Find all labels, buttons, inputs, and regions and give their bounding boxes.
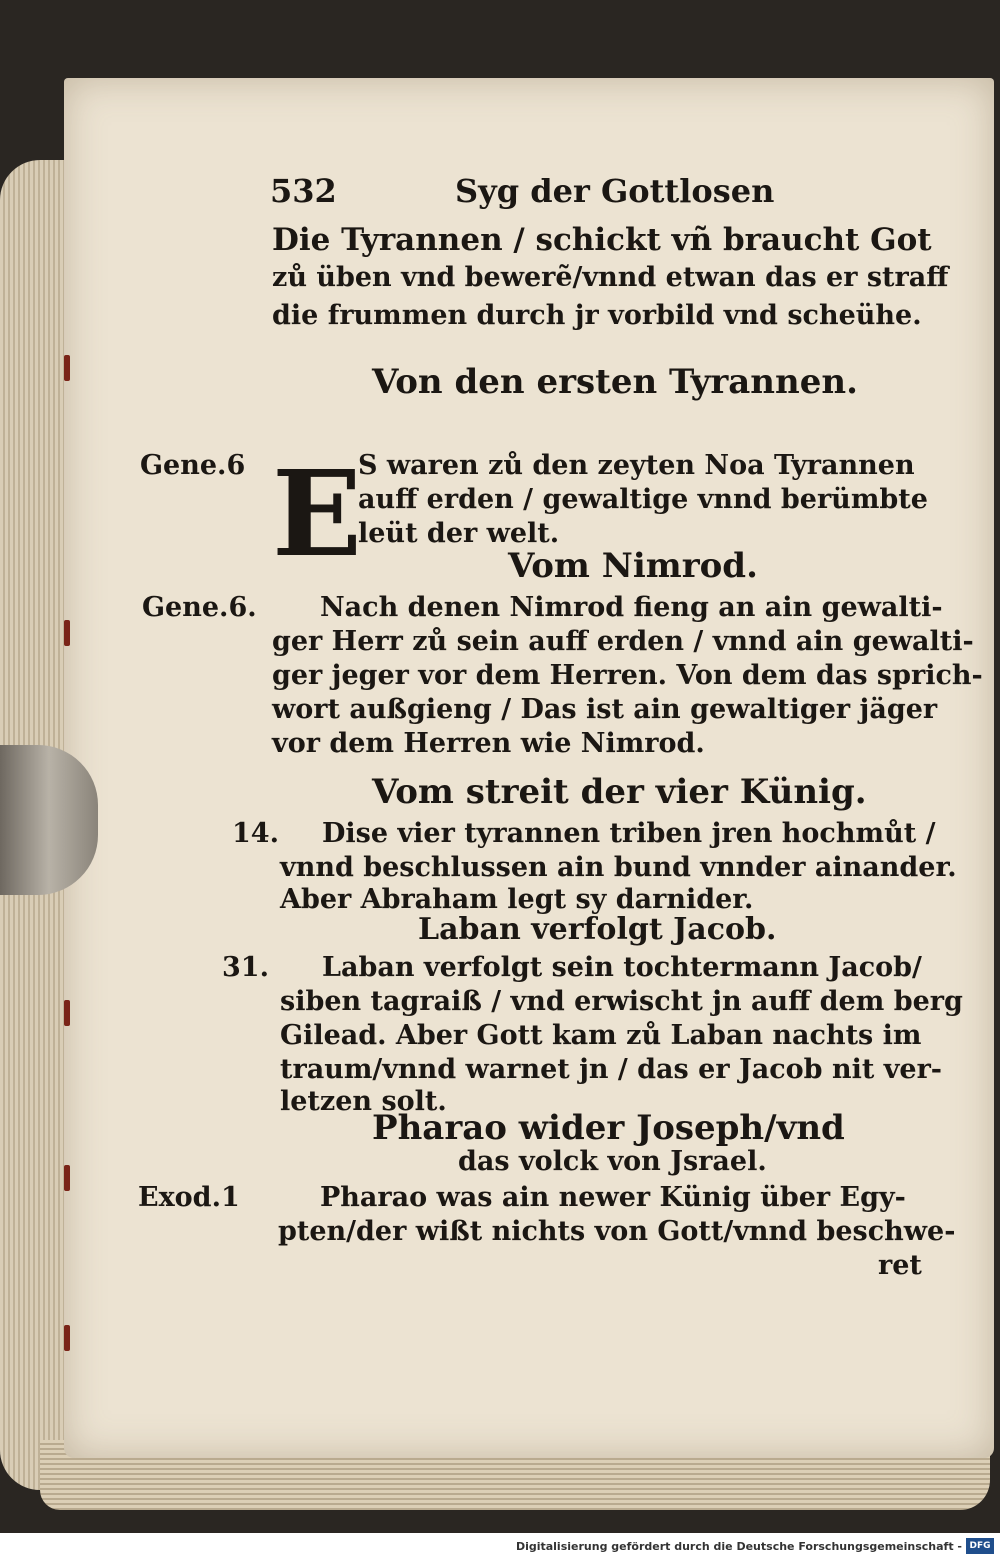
body-line: siben tagraiß / vnd erwischt jn auff dem berg: [280, 986, 963, 1017]
body-line: Laban verfolgt sein tochtermann Jacob/: [322, 952, 922, 983]
section-heading: Von den ersten Tyrannen.: [372, 362, 858, 402]
section-heading: Vom Nimrod.: [508, 546, 758, 586]
intro-line: Die Tyrannen / schickt vñ braucht Got: [272, 222, 932, 258]
dfg-logo-icon: DFG: [966, 1538, 994, 1554]
margin-note: Exod.1: [138, 1182, 240, 1213]
margin-note: 14.: [232, 818, 279, 849]
footer-bar: [0, 1533, 1000, 1563]
body-line: wort außgieng / Das ist ain gewaltiger jäger: [272, 694, 938, 725]
bookmark-tab: [64, 1165, 70, 1191]
body-line: leüt der welt.: [358, 518, 560, 549]
bookmark-tab: [64, 355, 70, 381]
body-line: Nach denen Nimrod fieng an ain gewalti-: [320, 592, 943, 623]
running-title: Syg der Gottlosen: [455, 172, 775, 210]
body-line: ger Herr zů sein auff erden / vnnd ain gewalti-: [272, 626, 974, 657]
body-line: vor dem Herren wie Nimrod.: [272, 728, 705, 759]
body-line: Pharao was ain newer Künig über Egy-: [320, 1182, 906, 1213]
footer-credit: Digitalisierung gefördert durch die Deutsche Forschungsgemeinschaft -: [515, 1540, 962, 1553]
bookmark-tab: [64, 620, 70, 646]
body-line: Aber Abraham legt sy darnider.: [280, 884, 754, 915]
margin-note: Gene.6: [140, 450, 246, 481]
section-heading: Pharao wider Joseph/vnd: [372, 1108, 845, 1148]
body-line: vnnd beschlussen ain bund vnnder ainander.: [280, 852, 957, 883]
intro-line: zů üben vnd bewerẽ/vnnd etwan das er straff: [272, 262, 949, 293]
catchword: ret: [878, 1250, 922, 1281]
body-line: traum/vnnd warnet jn / das er Jacob nit ver-: [280, 1054, 943, 1085]
body-line: Dise vier tyrannen triben jren hochmůt /: [322, 818, 936, 849]
intro-line: die frummen durch jr vorbild vnd scheühe.: [272, 300, 922, 331]
bookmark-tab: [64, 1000, 70, 1026]
body-line: S waren zů den zeyten Noa Tyrannen: [358, 450, 915, 481]
margin-note: Gene.6.: [142, 592, 257, 623]
body-line: letzen solt.: [280, 1086, 447, 1117]
section-heading: Vom streit der vier Künig.: [372, 772, 867, 812]
body-line: auff erden / gewaltige vnnd berümbte: [358, 484, 928, 515]
page-number: 532: [270, 172, 337, 210]
bookmark-tab: [64, 1325, 70, 1351]
body-line: ger jeger vor dem Herren. Von dem das sprich-: [272, 660, 983, 691]
book-clip: [0, 745, 98, 895]
body-line: Gilead. Aber Gott kam zů Laban nachts im: [280, 1020, 922, 1051]
drop-cap: E: [272, 444, 362, 583]
section-subheading: das volck von Jsrael.: [458, 1146, 767, 1177]
body-line: pten/der wißt nichts von Gott/vnnd beschwe-: [278, 1216, 956, 1247]
margin-note: 31.: [222, 952, 269, 983]
section-heading: Laban verfolgt Jacob.: [418, 912, 777, 947]
